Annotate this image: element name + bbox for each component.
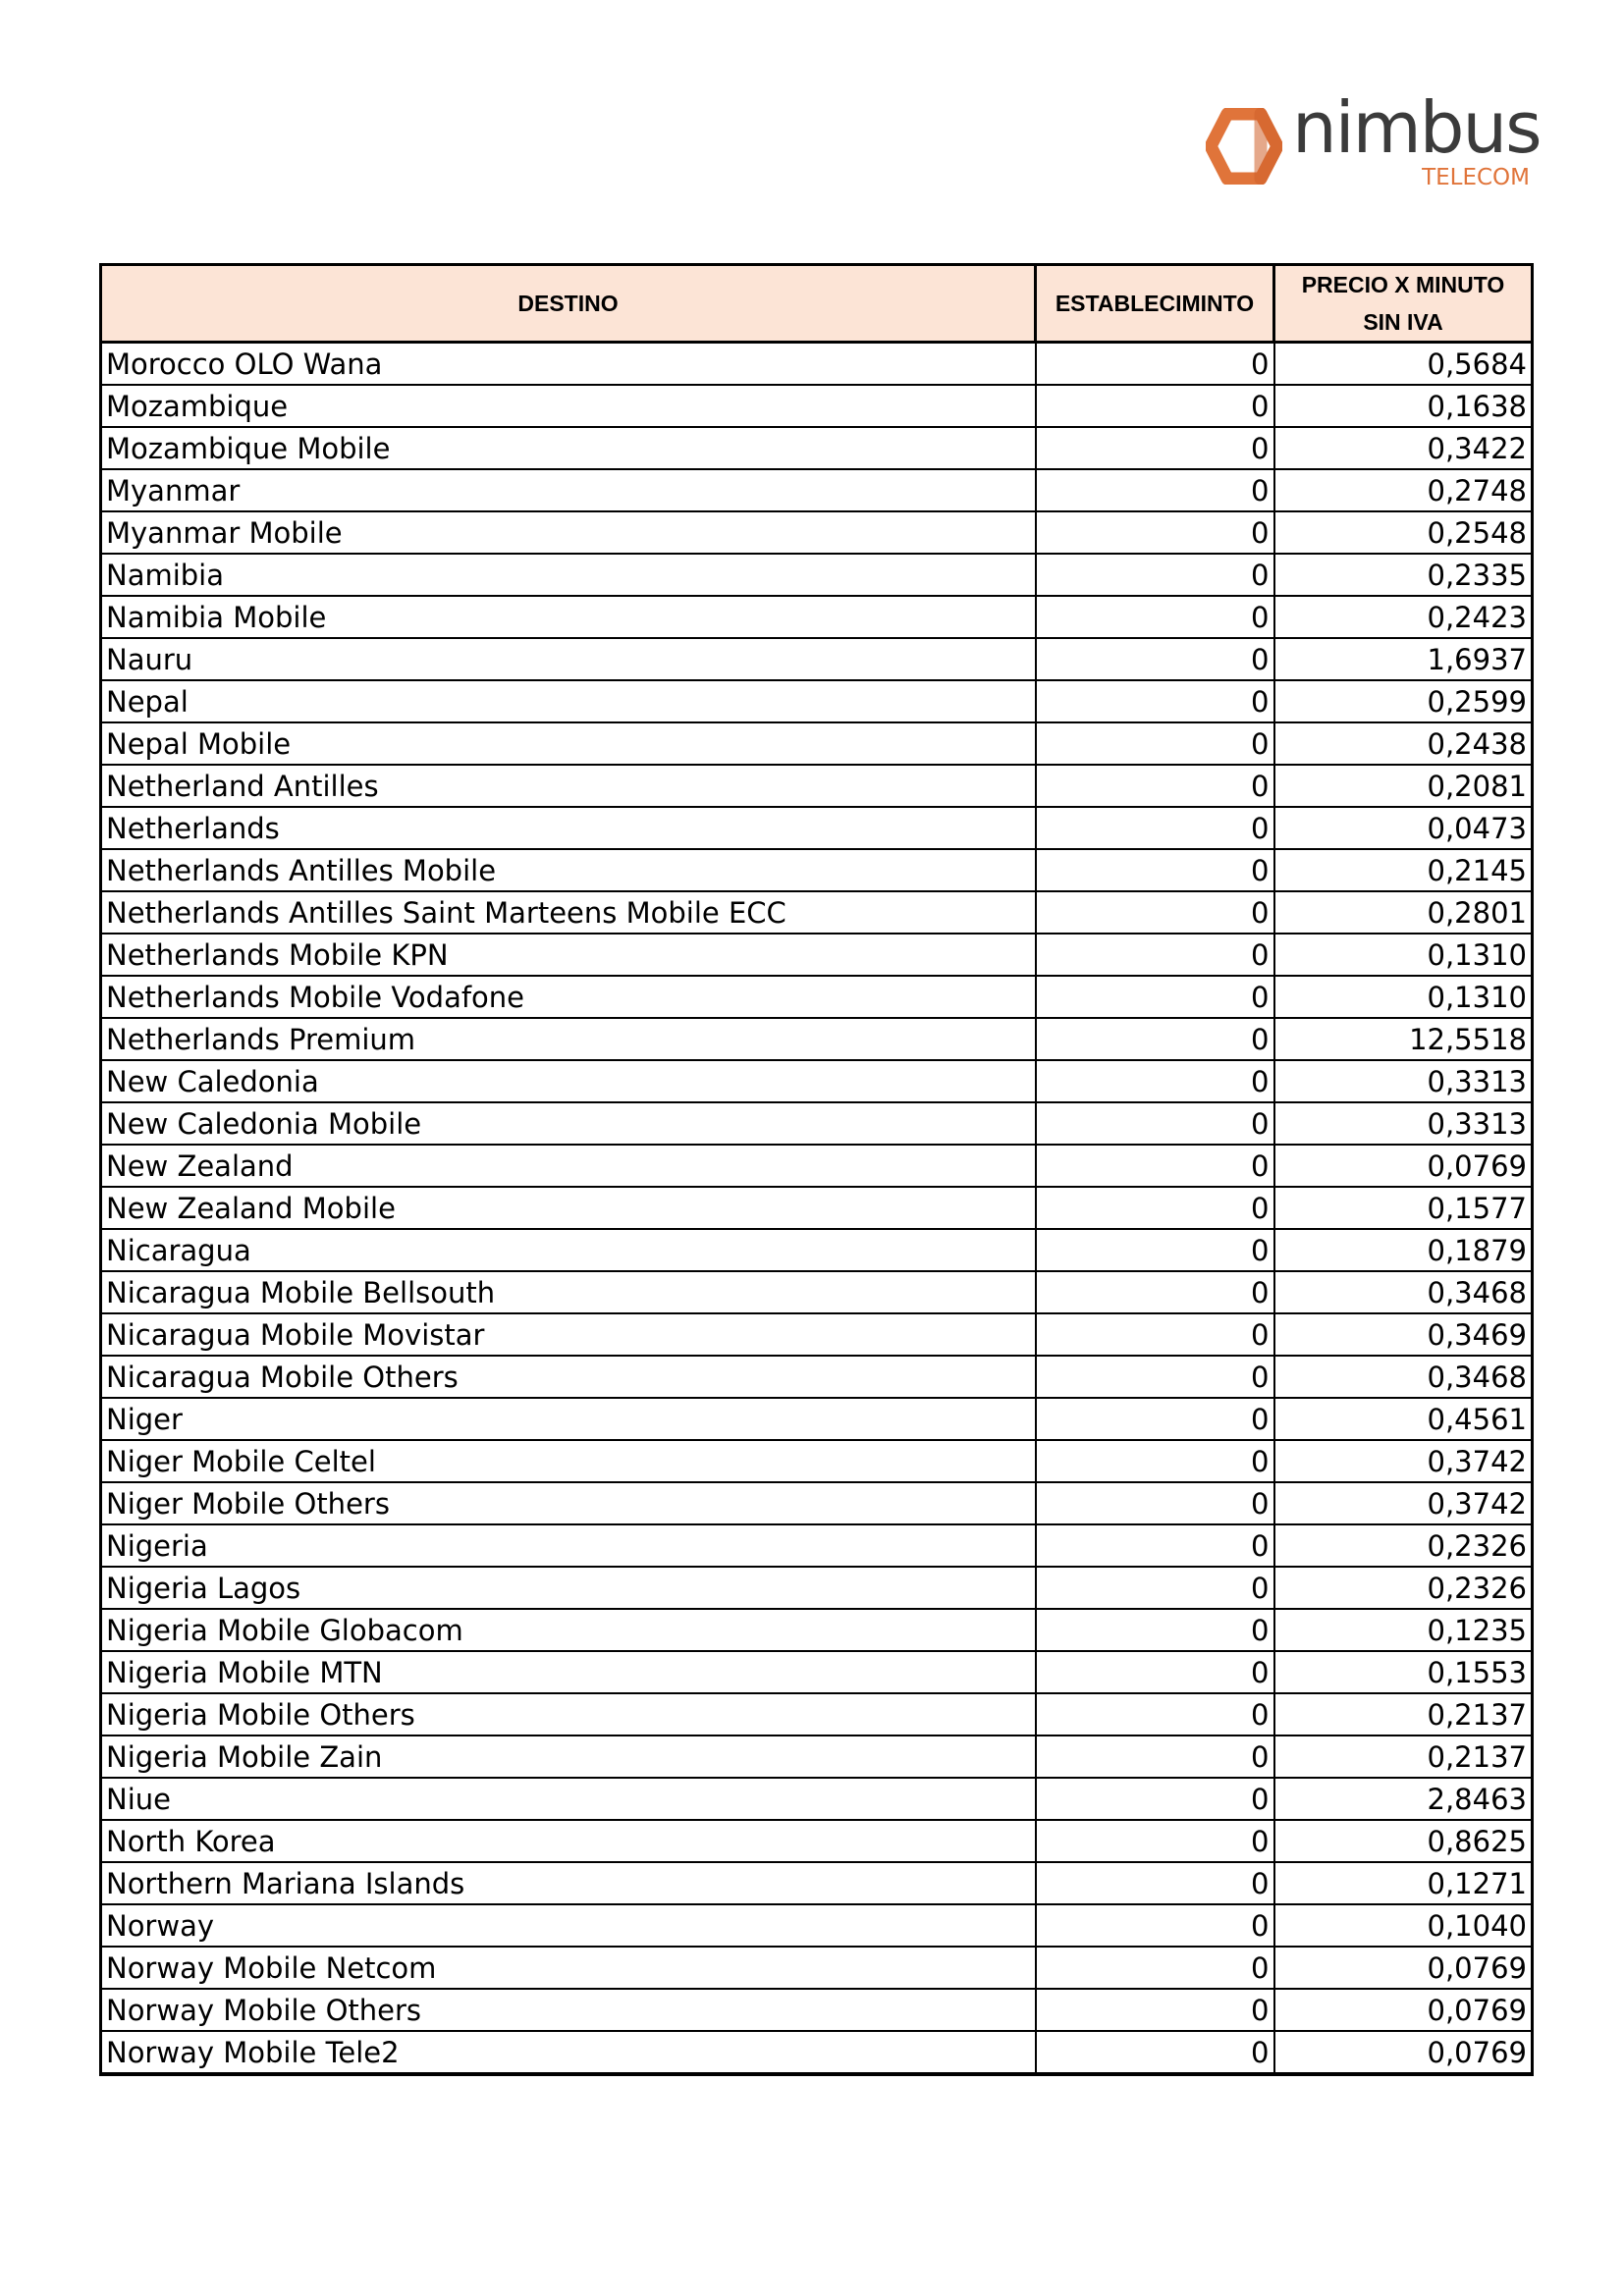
cell-establecimiento: 0	[1036, 1820, 1274, 1862]
cell-precio: 0,2335	[1274, 554, 1533, 596]
cell-establecimiento: 0	[1036, 385, 1274, 427]
brand-name: nimbus	[1292, 86, 1541, 169]
cell-destino: Netherlands Antilles Saint Marteens Mobile ECC	[101, 891, 1036, 934]
cell-destino: Nigeria Lagos	[101, 1567, 1036, 1609]
cell-precio: 0,1310	[1274, 934, 1533, 976]
table-row	[101, 1271, 1533, 1313]
cell-establecimiento: 0	[1036, 1735, 1274, 1778]
column-header-destino: DESTINO	[101, 265, 1036, 343]
cell-establecimiento: 0	[1036, 427, 1274, 469]
cell-destino: Myanmar Mobile	[101, 511, 1036, 554]
cell-establecimiento: 0	[1036, 638, 1274, 680]
table-row	[101, 469, 1533, 511]
table-row	[101, 1862, 1533, 1904]
table-row	[101, 1947, 1533, 1989]
cell-destino: Nigeria Mobile Globacom	[101, 1609, 1036, 1651]
table-row	[101, 976, 1533, 1018]
cell-precio: 0,0473	[1274, 807, 1533, 849]
cell-establecimiento: 0	[1036, 891, 1274, 934]
cell-establecimiento: 0	[1036, 1440, 1274, 1482]
table-row	[101, 1440, 1533, 1482]
cell-establecimiento: 0	[1036, 1187, 1274, 1229]
cell-destino: Niger Mobile Others	[101, 1482, 1036, 1524]
cell-establecimiento: 0	[1036, 1862, 1274, 1904]
table-row	[101, 596, 1533, 638]
cell-establecimiento: 0	[1036, 1398, 1274, 1440]
cell-precio: 0,2548	[1274, 511, 1533, 554]
table-row	[101, 1567, 1533, 1609]
cell-precio: 0,1271	[1274, 1862, 1533, 1904]
hexagon-logo-icon	[1206, 108, 1282, 185]
brand-tagline: TELECOM	[1422, 165, 1530, 190]
cell-establecimiento: 0	[1036, 1651, 1274, 1693]
table-row	[101, 427, 1533, 469]
cell-precio: 0,4561	[1274, 1398, 1533, 1440]
cell-establecimiento: 0	[1036, 1778, 1274, 1820]
table-row	[101, 722, 1533, 765]
cell-destino: Norway Mobile Netcom	[101, 1947, 1036, 1989]
cell-precio: 0,5684	[1274, 343, 1533, 386]
column-header-establecimiento: ESTABLECIMINTO	[1036, 265, 1274, 343]
cell-destino: Nigeria Mobile Zain	[101, 1735, 1036, 1778]
table-row	[101, 891, 1533, 934]
table-row	[101, 849, 1533, 891]
cell-precio: 0,8625	[1274, 1820, 1533, 1862]
table-row	[101, 1989, 1533, 2031]
cell-precio: 0,1638	[1274, 385, 1533, 427]
column-header-precio	[1274, 265, 1533, 343]
cell-destino: Nepal	[101, 680, 1036, 722]
rate-table	[99, 263, 1534, 2076]
cell-precio: 0,2748	[1274, 469, 1533, 511]
cell-destino: Niger	[101, 1398, 1036, 1440]
cell-establecimiento: 0	[1036, 511, 1274, 554]
table-row	[101, 1609, 1533, 1651]
cell-destino: Nigeria	[101, 1524, 1036, 1567]
cell-establecimiento: 0	[1036, 722, 1274, 765]
cell-precio: 0,3742	[1274, 1482, 1533, 1524]
cell-precio: 0,0769	[1274, 2031, 1533, 2074]
cell-destino: Norway	[101, 1904, 1036, 1947]
cell-destino: New Caledonia Mobile	[101, 1102, 1036, 1145]
cell-establecimiento: 0	[1036, 2031, 1274, 2074]
cell-establecimiento: 0	[1036, 1567, 1274, 1609]
cell-precio: 0,3468	[1274, 1271, 1533, 1313]
cell-precio: 0,2423	[1274, 596, 1533, 638]
cell-precio: 0,1879	[1274, 1229, 1533, 1271]
table-row	[101, 511, 1533, 554]
cell-destino: Netherlands Antilles Mobile	[101, 849, 1036, 891]
cell-destino: Namibia Mobile	[101, 596, 1036, 638]
cell-precio: 0,0769	[1274, 1145, 1533, 1187]
cell-precio: 0,3742	[1274, 1440, 1533, 1482]
cell-establecimiento: 0	[1036, 934, 1274, 976]
cell-establecimiento: 0	[1036, 976, 1274, 1018]
cell-precio: 0,1040	[1274, 1904, 1533, 1947]
table-row	[101, 680, 1533, 722]
cell-precio: 0,1310	[1274, 976, 1533, 1018]
cell-destino: Nigeria Mobile MTN	[101, 1651, 1036, 1693]
cell-establecimiento: 0	[1036, 469, 1274, 511]
cell-destino: Niger Mobile Celtel	[101, 1440, 1036, 1482]
cell-precio: 0,3313	[1274, 1060, 1533, 1102]
table-row	[101, 1398, 1533, 1440]
cell-establecimiento: 0	[1036, 1271, 1274, 1313]
table-row	[101, 1693, 1533, 1735]
cell-establecimiento: 0	[1036, 1693, 1274, 1735]
cell-establecimiento: 0	[1036, 1609, 1274, 1651]
table-row	[101, 385, 1533, 427]
cell-destino: North Korea	[101, 1820, 1036, 1862]
table-row	[101, 1102, 1533, 1145]
cell-destino: Namibia	[101, 554, 1036, 596]
cell-destino: Mozambique	[101, 385, 1036, 427]
cell-establecimiento: 0	[1036, 680, 1274, 722]
cell-precio: 0,0769	[1274, 1947, 1533, 1989]
cell-destino: Netherlands Premium	[101, 1018, 1036, 1060]
column-header-precio-line1: PRECIO X MINUTO	[1301, 272, 1505, 297]
table-row	[101, 1313, 1533, 1356]
table-body	[101, 343, 1533, 2075]
cell-precio: 0,2438	[1274, 722, 1533, 765]
cell-destino: Nauru	[101, 638, 1036, 680]
table-row	[101, 1904, 1533, 1947]
table-row	[101, 343, 1533, 386]
cell-precio: 0,1577	[1274, 1187, 1533, 1229]
cell-destino: New Zealand	[101, 1145, 1036, 1187]
table-header-row	[101, 265, 1533, 343]
cell-establecimiento: 0	[1036, 1989, 1274, 2031]
cell-precio: 0,3468	[1274, 1356, 1533, 1398]
table-row	[101, 1229, 1533, 1271]
table-row	[101, 554, 1533, 596]
table-row	[101, 1018, 1533, 1060]
cell-destino: Myanmar	[101, 469, 1036, 511]
table-row	[101, 1060, 1533, 1102]
table-row	[101, 807, 1533, 849]
cell-precio: 0,3313	[1274, 1102, 1533, 1145]
cell-destino: Norway Mobile Others	[101, 1989, 1036, 2031]
cell-precio: 0,0769	[1274, 1989, 1533, 2031]
table-row	[101, 638, 1533, 680]
table-row	[101, 1187, 1533, 1229]
cell-establecimiento: 0	[1036, 765, 1274, 807]
cell-destino: Nicaragua Mobile Bellsouth	[101, 1271, 1036, 1313]
table-row	[101, 1820, 1533, 1862]
cell-destino: Mozambique Mobile	[101, 427, 1036, 469]
cell-establecimiento: 0	[1036, 807, 1274, 849]
cell-establecimiento: 0	[1036, 1229, 1274, 1271]
table-row	[101, 1735, 1533, 1778]
cell-precio: 0,2801	[1274, 891, 1533, 934]
cell-precio: 0,2326	[1274, 1567, 1533, 1609]
cell-establecimiento: 0	[1036, 1145, 1274, 1187]
cell-destino: Morocco OLO Wana	[101, 343, 1036, 386]
table-row	[101, 2031, 1533, 2074]
table-row	[101, 1482, 1533, 1524]
cell-destino: Netherlands	[101, 807, 1036, 849]
cell-establecimiento: 0	[1036, 1904, 1274, 1947]
cell-destino: Nicaragua Mobile Others	[101, 1356, 1036, 1398]
cell-establecimiento: 0	[1036, 849, 1274, 891]
cell-establecimiento: 0	[1036, 1018, 1274, 1060]
cell-destino: Netherland Antilles	[101, 765, 1036, 807]
cell-precio: 0,2137	[1274, 1735, 1533, 1778]
cell-destino: Nicaragua Mobile Movistar	[101, 1313, 1036, 1356]
cell-destino: Nicaragua	[101, 1229, 1036, 1271]
table-row	[101, 1524, 1533, 1567]
table-row	[101, 1145, 1533, 1187]
cell-destino: Netherlands Mobile Vodafone	[101, 976, 1036, 1018]
cell-precio: 12,5518	[1274, 1018, 1533, 1060]
cell-destino: Nepal Mobile	[101, 722, 1036, 765]
cell-destino: Niue	[101, 1778, 1036, 1820]
cell-destino: Netherlands Mobile KPN	[101, 934, 1036, 976]
column-header-precio-line2: SIN IVA	[1363, 309, 1443, 335]
cell-establecimiento: 0	[1036, 554, 1274, 596]
cell-destino: New Caledonia	[101, 1060, 1036, 1102]
table-row	[101, 1651, 1533, 1693]
nimbus-telecom-logo	[1206, 86, 1541, 196]
cell-establecimiento: 0	[1036, 343, 1274, 386]
cell-precio: 0,2081	[1274, 765, 1533, 807]
table-row	[101, 1778, 1533, 1820]
cell-destino: Northern Mariana Islands	[101, 1862, 1036, 1904]
cell-destino: Norway Mobile Tele2	[101, 2031, 1036, 2074]
cell-precio: 1,6937	[1274, 638, 1533, 680]
cell-precio: 0,2137	[1274, 1693, 1533, 1735]
cell-precio: 2,8463	[1274, 1778, 1533, 1820]
cell-precio: 0,1235	[1274, 1609, 1533, 1651]
table-row	[101, 765, 1533, 807]
cell-destino: Nigeria Mobile Others	[101, 1693, 1036, 1735]
cell-precio: 0,2326	[1274, 1524, 1533, 1567]
cell-establecimiento: 0	[1036, 1060, 1274, 1102]
cell-establecimiento: 0	[1036, 1356, 1274, 1398]
cell-establecimiento: 0	[1036, 596, 1274, 638]
cell-establecimiento: 0	[1036, 1313, 1274, 1356]
cell-establecimiento: 0	[1036, 1102, 1274, 1145]
cell-precio: 0,3469	[1274, 1313, 1533, 1356]
cell-precio: 0,3422	[1274, 427, 1533, 469]
cell-establecimiento: 0	[1036, 1947, 1274, 1989]
cell-destino: New Zealand Mobile	[101, 1187, 1036, 1229]
table-row	[101, 934, 1533, 976]
cell-precio: 0,1553	[1274, 1651, 1533, 1693]
cell-establecimiento: 0	[1036, 1482, 1274, 1524]
cell-precio: 0,2599	[1274, 680, 1533, 722]
table-row	[101, 1356, 1533, 1398]
cell-precio: 0,2145	[1274, 849, 1533, 891]
cell-establecimiento: 0	[1036, 1524, 1274, 1567]
